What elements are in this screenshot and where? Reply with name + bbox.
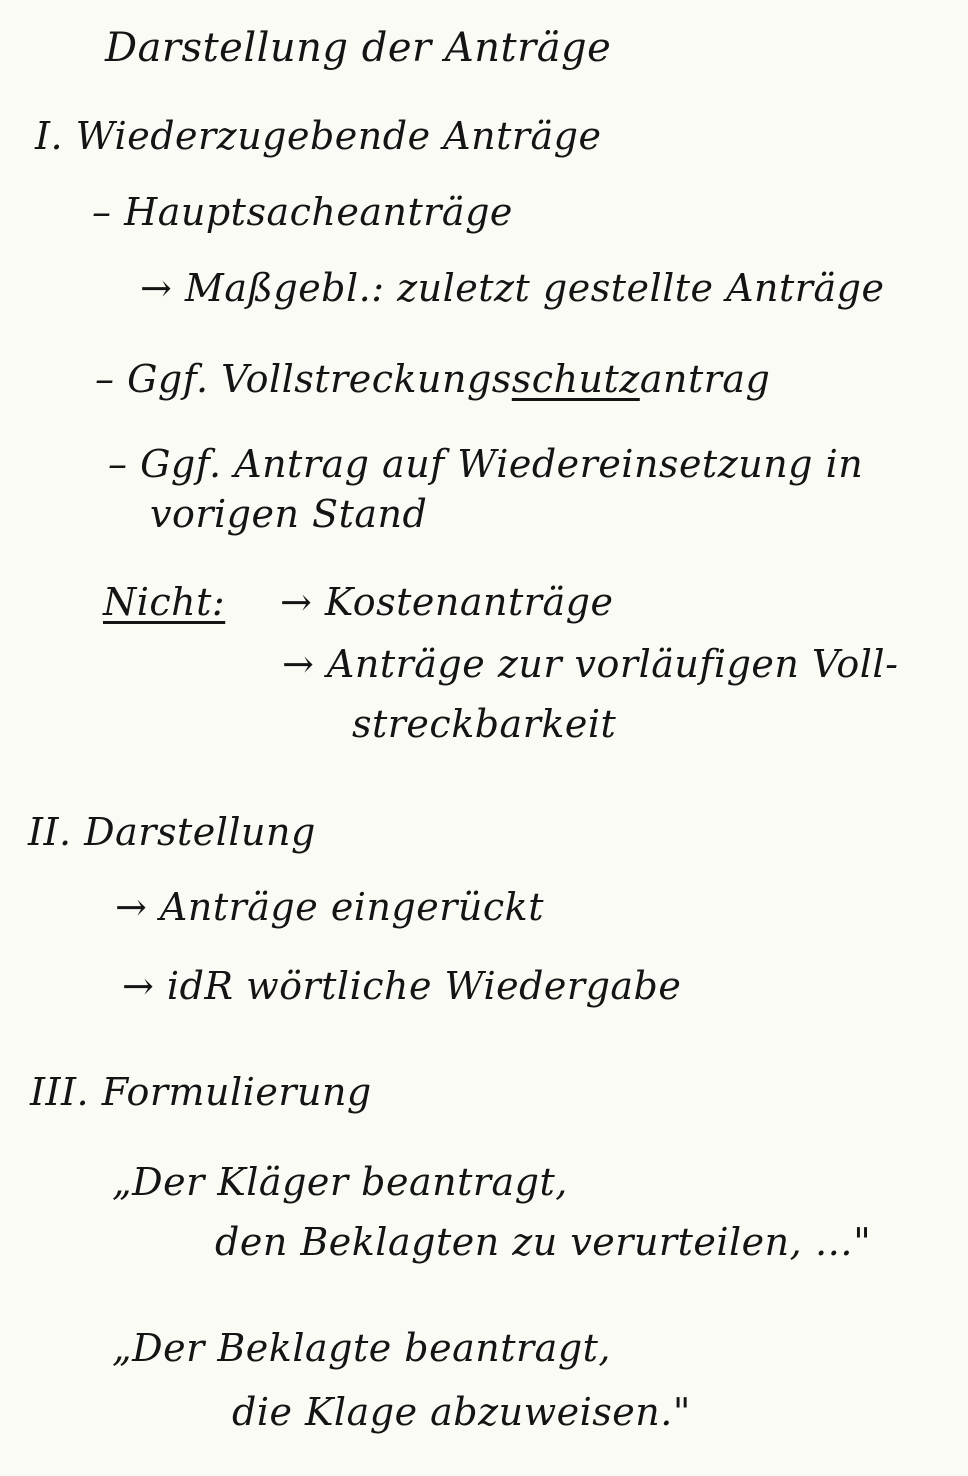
section-1-heading: I. Wiederzugebende Anträge xyxy=(35,114,602,158)
not-cost-claims: → Kostenanträge xyxy=(280,580,614,624)
verbatim-reproduction-item: → idR wörtliche Wiedergabe xyxy=(122,964,682,1008)
decisive-claims-note: → Maßgebl.: zuletzt gestellte Anträge xyxy=(140,266,885,310)
enforcement-protection-item xyxy=(95,355,770,403)
page-title: Darstellung der Anträge xyxy=(105,25,612,71)
indented-claims-item: → Anträge eingerückt xyxy=(115,885,544,929)
enforcement-protection-suffix: antrag xyxy=(639,357,771,401)
enforcement-protection-underlined: schutz xyxy=(511,357,640,401)
not-provisional-enforceability-line-1: → Anträge zur vorläufigen Voll- xyxy=(282,642,899,686)
section-2-heading: II. Darstellung xyxy=(28,810,316,854)
main-claims-item: – Hauptsacheanträge xyxy=(92,190,513,234)
reinstatement-item-line-1: – Ggf. Antrag auf Wiedereinsetzung in xyxy=(108,442,864,486)
defendant-quote-line-2: die Klage abzuweisen." xyxy=(232,1390,691,1434)
not-label: Nicht: xyxy=(103,580,226,624)
defendant-quote-line-1: „Der Beklagte beantragt, xyxy=(112,1326,612,1370)
plaintiff-quote-line-1: „Der Kläger beantragt, xyxy=(112,1160,568,1204)
plaintiff-quote-line-2: den Beklagten zu verurteilen, …" xyxy=(215,1220,872,1264)
reinstatement-item-line-2: vorigen Stand xyxy=(150,492,428,536)
enforcement-protection-prefix: – Ggf. Vollstreckungs xyxy=(95,357,512,401)
not-provisional-enforceability-line-2: streckbarkeit xyxy=(352,702,617,746)
section-3-heading: III. Formulierung xyxy=(30,1070,372,1114)
